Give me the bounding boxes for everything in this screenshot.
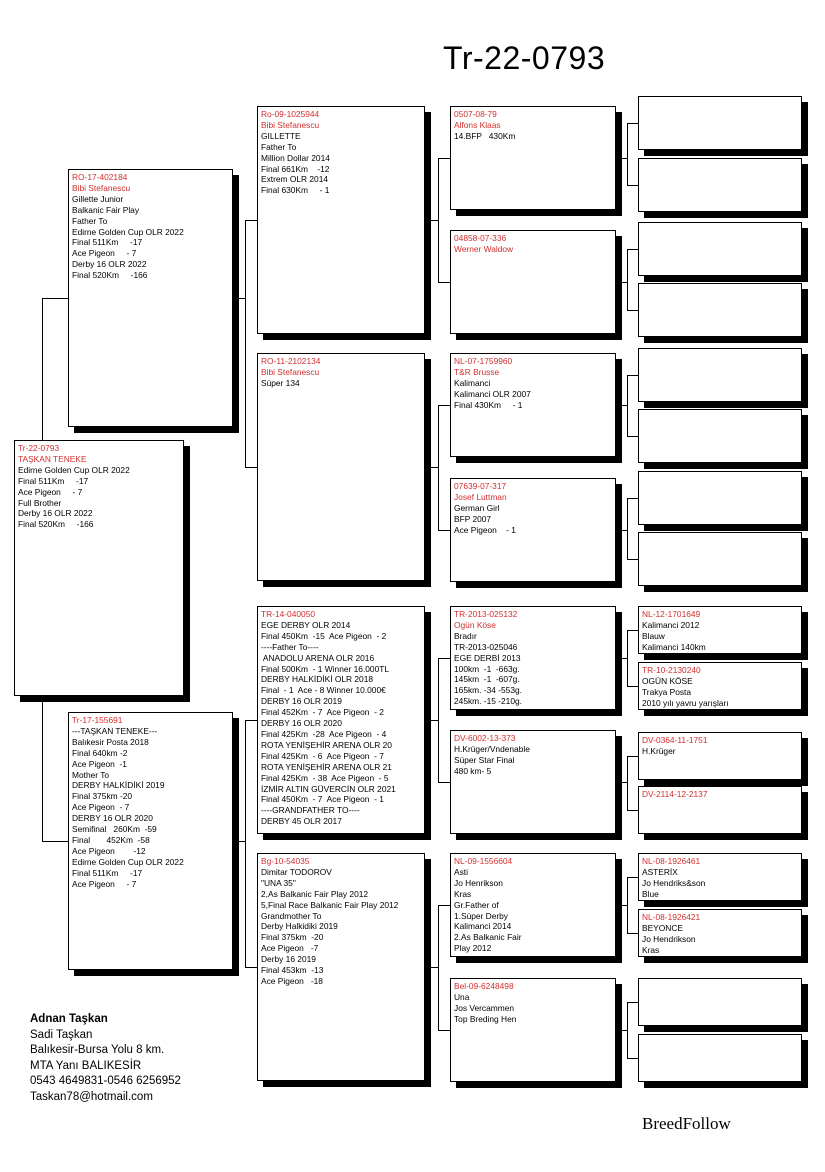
breeder-name: Bibi Stefanescu — [72, 182, 131, 193]
pedigree-note-line: ----Father To---- — [261, 641, 319, 652]
pedigree-card-e1 — [638, 96, 802, 150]
pedigree-note-line: Ace Pigeon -12 — [72, 845, 146, 856]
pedigree-note-line: Full Brother — [18, 497, 62, 508]
owner-contact-name: Sadi Taşkan — [30, 1028, 93, 1041]
pedigree-note-line: BFP 2007 — [454, 513, 492, 524]
pedigree-card-e4 — [638, 283, 802, 337]
pedigree-note-line: BEYONCE — [642, 922, 683, 933]
pedigree-note-line: Final 500Km - 1 Winner 16.000TL — [261, 663, 390, 674]
ring-number: Bel-09-6248498 — [454, 981, 514, 991]
pedigree-card-e8 — [638, 532, 802, 586]
connector-line — [438, 530, 450, 531]
pedigree-note-line: DERBY 45 OLR 2017 — [261, 816, 342, 827]
ring-number: TR-2013-025132 — [454, 609, 518, 619]
pedigree-note-line: Million Dollar 2014 — [261, 152, 330, 163]
pedigree-note-line: DERBY HALKİDİKİ 2019 — [72, 780, 165, 791]
pedigree-card-dss — [450, 606, 616, 710]
pedigree-note-line: Una — [454, 991, 470, 1002]
pedigree-card-ssd — [450, 230, 616, 334]
pedigree-note-line: Balkanic Fair Play — [72, 204, 140, 215]
pedigree-note-line: Final 425Km - 38 Ace Pigeon - 5 — [261, 772, 389, 783]
breeder-name: Werner Waldow — [454, 243, 514, 254]
pedigree-note-line: Ace Pigeon -7 — [261, 943, 319, 954]
pedigree-note-line: Ace Pigeon - 7 — [72, 878, 137, 889]
ring-number: NL-07-1759960 — [454, 356, 513, 366]
connector-line — [438, 282, 450, 283]
pedigree-note-line: Final 520Km -166 — [18, 519, 94, 530]
connector-line — [438, 782, 450, 783]
pedigree-note-line: Final 661Km -12 — [261, 163, 330, 174]
pedigree-note-line: 165km. -34 -553g. — [454, 685, 522, 696]
pedigree-note-line: Father To — [261, 141, 297, 152]
pedigree-card-sss — [450, 106, 616, 210]
connector-line — [425, 467, 438, 468]
ring-number: NL-09-1556604 — [454, 856, 513, 866]
connector-line — [438, 658, 439, 783]
pedigree-note-line: EGE DERBY OLR 2014 — [261, 619, 351, 630]
ring-number: RO-17-402184 — [72, 172, 128, 182]
connector-line — [627, 630, 628, 687]
pedigree-card-ddss — [638, 853, 802, 901]
connector-line — [627, 498, 628, 560]
connector-line — [438, 158, 450, 159]
pedigree-note-line: Ace Pigeon -1 — [72, 758, 127, 769]
connector-line — [42, 841, 68, 842]
pedigree-note-line: DERBY 16 OLR 2020 — [72, 813, 153, 824]
connector-line — [425, 967, 438, 968]
connector-line — [627, 1058, 638, 1059]
pedigree-note-line: Süper 134 — [261, 377, 300, 388]
breeder-name: Josef Luttman — [454, 491, 507, 502]
connector-line — [627, 1002, 638, 1003]
connector-line — [627, 756, 628, 811]
brand-logo: BreedFollow — [642, 1114, 731, 1133]
connector-line — [627, 375, 628, 437]
pedigree-note-line: Edirne Golden Cup OLR 2022 — [72, 856, 184, 867]
pedigree-note-line: 14.BFP 430Km — [454, 130, 516, 141]
connector-line — [616, 405, 627, 406]
connector-line — [42, 298, 68, 299]
pedigree-note-line: ---TAŞKAN TENEKE--- — [72, 725, 158, 736]
connector-line — [438, 158, 439, 283]
pedigree-note-line: Final 375km -20 — [72, 791, 133, 802]
pedigree-note-line: İZMİR ALTIN GÜVERCİN OLR 2021 — [261, 783, 396, 794]
breeder-name: T&R Brusse — [454, 366, 500, 377]
pedigree-card-sire — [68, 169, 233, 427]
pedigree-note-line: Gr.Father of — [454, 899, 499, 910]
pedigree-card-dd — [257, 853, 425, 1081]
connector-line — [425, 720, 438, 721]
pedigree-card-subject — [14, 440, 184, 696]
pedigree-note-line: Derby Halkidiki 2019 — [261, 921, 338, 932]
pedigree-note-line: Jo Henrikson — [454, 877, 503, 888]
connector-line — [627, 877, 628, 934]
ring-number: Ro-09-1025944 — [261, 109, 320, 119]
pedigree-note-line: Semifinal 260Km -59 — [72, 824, 157, 835]
ring-number: TR-14-040050 — [261, 609, 316, 619]
connector-line — [627, 686, 638, 687]
pedigree-title: Tr-22-0793 — [443, 40, 606, 76]
connector-line — [425, 220, 438, 221]
pedigree-note-line: Kalimanci 2012 — [642, 619, 700, 630]
pedigree-note-line: Final 630Km - 1 — [261, 185, 330, 196]
pedigree-note-line: Ace Pigeon - 7 — [72, 248, 137, 259]
pedigree-note-line: Edirne Golden Cup OLR 2022 — [18, 464, 130, 475]
pedigree-note-line: ASTERİX — [642, 866, 678, 877]
connector-line — [627, 630, 638, 631]
connector-line — [438, 905, 450, 906]
pedigree-note-line: Jos Vercammen — [454, 1002, 515, 1013]
pedigree-card-sd — [257, 353, 425, 581]
pedigree-note-line: Jo Hendrikson — [642, 933, 696, 944]
pedigree-note-line: "UNA 35" — [261, 877, 296, 888]
pedigree-note-line: Final 452Km - 7 Ace Pigeon - 2 — [261, 707, 384, 718]
connector-line — [627, 123, 628, 186]
connector-line — [438, 405, 439, 531]
pedigree-note-line: German Girl — [454, 502, 500, 513]
pedigree-card-ss — [257, 106, 425, 334]
connector-line — [616, 158, 627, 159]
connector-line — [627, 185, 638, 186]
pedigree-note-line: Derby 16 OLR 2022 — [72, 259, 147, 270]
pedigree-note-line: Süper Star Final — [454, 754, 515, 765]
connector-line — [616, 282, 627, 283]
pedigree-note-line: Jo Hendriks&son — [642, 877, 706, 888]
pedigree-note-line: Final 430Km - 1 — [454, 399, 523, 410]
pedigree-note-line: Final 520Km -166 — [72, 270, 148, 281]
pedigree-note-line: TR-2013-025046 — [454, 641, 518, 652]
pedigree-note-line: Final 425Km -28 Ace Pigeon - 4 — [261, 728, 387, 739]
pedigree-note-line: ROTA YENİŞEHİR ARENA OLR 20 — [261, 739, 392, 750]
ring-number: DV-2114-12-2137 — [642, 789, 708, 799]
pedigree-note-line: Ace Pigeon - 7 — [18, 486, 83, 497]
connector-line — [616, 1030, 627, 1031]
pedigree-note-line: Final 640km -2 — [72, 747, 128, 758]
pedigree-note-line: Final 425Km - 6 Ace Pigeon - 7 — [261, 750, 384, 761]
connector-line — [627, 310, 638, 311]
owner-phone: 0543 4649831-0546 6256952 — [30, 1075, 181, 1088]
pedigree-note-line: Derby 16 2019 — [261, 954, 316, 965]
pedigree-note-line: Blue — [642, 888, 659, 899]
connector-line — [627, 249, 638, 250]
connector-line — [438, 658, 450, 659]
pedigree-note-line: Kalimanci — [454, 377, 491, 388]
pedigree-note-line: OGÜN KÖSE — [642, 675, 693, 686]
pedigree-note-line: Play 2012 — [454, 943, 492, 954]
connector-line — [438, 905, 439, 1031]
connector-line — [616, 905, 627, 906]
pedigree-card-dds — [450, 853, 616, 957]
ring-number: Tr-17-155691 — [72, 715, 123, 725]
pedigree-card-e10 — [638, 1034, 802, 1082]
owner-email[interactable]: Taskan78@hotmail.com — [30, 1090, 153, 1103]
pedigree-note-line: Kalimanci 140km — [642, 641, 706, 652]
connector-line — [627, 933, 638, 934]
pedigree-card-ddd — [450, 978, 616, 1082]
pedigree-note-line: Final 511Km -17 — [72, 867, 143, 878]
pedigree-note-line: Final 511Km -17 — [72, 237, 143, 248]
connector-line — [616, 782, 627, 783]
pedigree-note-line: Final 375km -20 — [261, 932, 324, 943]
pedigree-note-line: Bradır — [454, 630, 477, 641]
connector-line — [616, 658, 627, 659]
pedigree-note-line: Asti — [454, 866, 468, 877]
pedigree-card-e9 — [638, 978, 802, 1026]
pedigree-note-line: 245km. -15 -210g. — [454, 696, 522, 707]
connector-line — [233, 298, 245, 299]
owner-name: Adnan Taşkan — [30, 1013, 108, 1025]
ring-number: Bg-10-54035 — [261, 856, 310, 866]
connector-line — [438, 1030, 450, 1031]
pedigree-card-e2 — [638, 158, 802, 212]
ring-number: RO-11-2102134 — [261, 356, 321, 366]
connector-line — [245, 720, 246, 968]
pedigree-note-line: Derby 16 OLR 2022 — [18, 508, 93, 519]
pedigree-note-line: Edirne Golden Cup OLR 2022 — [72, 226, 184, 237]
pedigree-note-line: Final - 1 Ace - 8 Winner 10.000€ — [261, 685, 386, 696]
pedigree-note-line: Father To — [72, 215, 108, 226]
connector-line — [616, 530, 627, 531]
pedigree-card-ds — [257, 606, 425, 834]
pedigree-note-line: Blauw — [642, 630, 665, 641]
breeder-name: TAŞKAN TENEKE — [18, 453, 87, 464]
pedigree-note-line: GILLETTE — [261, 130, 301, 141]
pedigree-note-line: DERBY HALKİDİKİ OLR 2018 — [261, 674, 374, 685]
pedigree-note-line: Final 450Km -15 Ace Pigeon - 2 — [261, 630, 387, 641]
pedigree-note-line: 2,As Balkanic Fair Play 2012 — [261, 888, 369, 899]
ring-number: 0507-08-79 — [454, 109, 497, 119]
connector-line — [245, 220, 257, 221]
pedigree-note-line: 5,Final Race Balkanic Fair Play 2012 — [261, 899, 399, 910]
pedigree-note-line: Dimitar TODOROV — [261, 866, 332, 877]
connector-line — [245, 720, 257, 721]
ring-number: DV-6002-13-373 — [454, 733, 516, 743]
connector-line — [627, 123, 638, 124]
connector-line — [245, 967, 257, 968]
pedigree-note-line: Trakya Posta — [642, 686, 692, 697]
connector-line — [438, 405, 450, 406]
pedigree-note-line: 100km -1 -663g. — [454, 663, 520, 674]
pedigree-note-line: Ace Pigeon -18 — [261, 975, 323, 986]
pedigree-note-line: Ace Pigeon - 1 — [454, 524, 516, 535]
breeder-name: Alfons Klaas — [454, 119, 501, 130]
connector-line — [627, 436, 638, 437]
pedigree-card-dsds — [638, 732, 802, 780]
pedigree-note-line: ROTA YENİŞEHİR ARENA OLR 21 — [261, 761, 392, 772]
ring-number: Tr-22-0793 — [18, 443, 60, 453]
owner-address-line1: Balıkesir-Bursa Yolu 8 km. — [30, 1044, 165, 1057]
pedigree-note-line: Final 453km -13 — [261, 965, 324, 976]
pedigree-card-ddsd — [638, 909, 802, 957]
pedigree-card-e7 — [638, 471, 802, 525]
pedigree-card-dsdd — [638, 786, 802, 834]
pedigree-note-line: 2.As Balkanic Fair — [454, 932, 522, 943]
pedigree-note-line: Kalimanci 2014 — [454, 921, 512, 932]
connector-line — [233, 841, 245, 842]
pedigree-note-line: Extrem OLR 2014 — [261, 174, 329, 185]
connector-line — [627, 810, 638, 811]
ring-number: NL-08-1926421 — [642, 912, 701, 922]
pedigree-note-line: Final 452Km -58 — [72, 834, 150, 845]
pedigree-card-dssd — [638, 662, 802, 710]
pedigree-note-line: Final 511Km -17 — [18, 475, 89, 486]
pedigree-note-line: Kalimanci OLR 2007 — [454, 388, 531, 399]
pedigree-note-line: Top Breding Hen — [454, 1013, 517, 1024]
owner-info — [30, 1012, 181, 1106]
pedigree-note-line: Gillette Junior — [72, 193, 124, 204]
pedigree-note-line: H.Krüger — [642, 745, 676, 756]
breeder-name: Ogün Köse — [454, 619, 496, 630]
pedigree-note-line: Grandmother To — [261, 910, 322, 921]
pedigree-note-line: Ace Pigeon - 7 — [72, 802, 130, 813]
pedigree-note-line: 1.Süper Derby — [454, 910, 508, 921]
connector-line — [627, 498, 638, 499]
connector-line — [627, 877, 638, 878]
pedigree-card-e5 — [638, 348, 802, 402]
ring-number: NL-12-1701649 — [642, 609, 701, 619]
ring-number: NL-08-1926461 — [642, 856, 701, 866]
pedigree-note-line: Kras — [454, 888, 472, 899]
pedigree-note-line: Balıkesir Posta 2018 — [72, 736, 149, 747]
pedigree-note-line: Mother To — [72, 769, 110, 780]
pedigree-note-line: ANADOLU ARENA OLR 2016 — [261, 652, 375, 663]
owner-address-line2: MTA Yanı BALIKESİR — [30, 1059, 142, 1072]
pedigree-note-line: 145km -1 -607g. — [454, 674, 520, 685]
pedigree-card-dam — [68, 712, 233, 970]
pedigree-card-e3 — [638, 222, 802, 276]
pedigree-card-e6 — [638, 409, 802, 463]
pedigree-note-line: Final 450Km - 7 Ace Pigeon - 1 — [261, 794, 384, 805]
breeder-name: Bibi Stefanescu — [261, 366, 320, 377]
connector-line — [627, 559, 638, 560]
pedigree-card-dsd — [450, 730, 616, 834]
ring-number: DV-0364-11-1751 — [642, 735, 708, 745]
connector-line — [245, 467, 257, 468]
pedigree-note-line: DERBY 16 OLR 2019 — [261, 696, 342, 707]
pedigree-note-line: H.Krüger/Vndenable — [454, 743, 530, 754]
connector-line — [627, 1002, 628, 1059]
connector-line — [627, 375, 638, 376]
pedigree-note-line: 2010 yılı yavru yarışları — [642, 697, 729, 708]
breeder-name: Bibi Stefanescu — [261, 119, 320, 130]
ring-number: 04858-07-336 — [454, 233, 507, 243]
pedigree-card-dsss — [638, 606, 802, 654]
connector-line — [627, 249, 628, 311]
pedigree-note-line: EGE DERBİ 2013 — [454, 652, 521, 663]
pedigree-note-line: ----GRANDFATHER TO---- — [261, 805, 360, 816]
pedigree-card-sdd — [450, 478, 616, 582]
connector-line — [627, 756, 638, 757]
pedigree-card-sds — [450, 353, 616, 457]
ring-number: 07639-07-317 — [454, 481, 507, 491]
connector-line — [245, 220, 246, 468]
pedigree-note-line: Kras — [642, 944, 660, 955]
pedigree-note-line: DERBY 16 OLR 2020 — [261, 718, 342, 729]
ring-number: TR-10-2130240 — [642, 665, 701, 675]
pedigree-note-line: 480 km- 5 — [454, 765, 492, 776]
